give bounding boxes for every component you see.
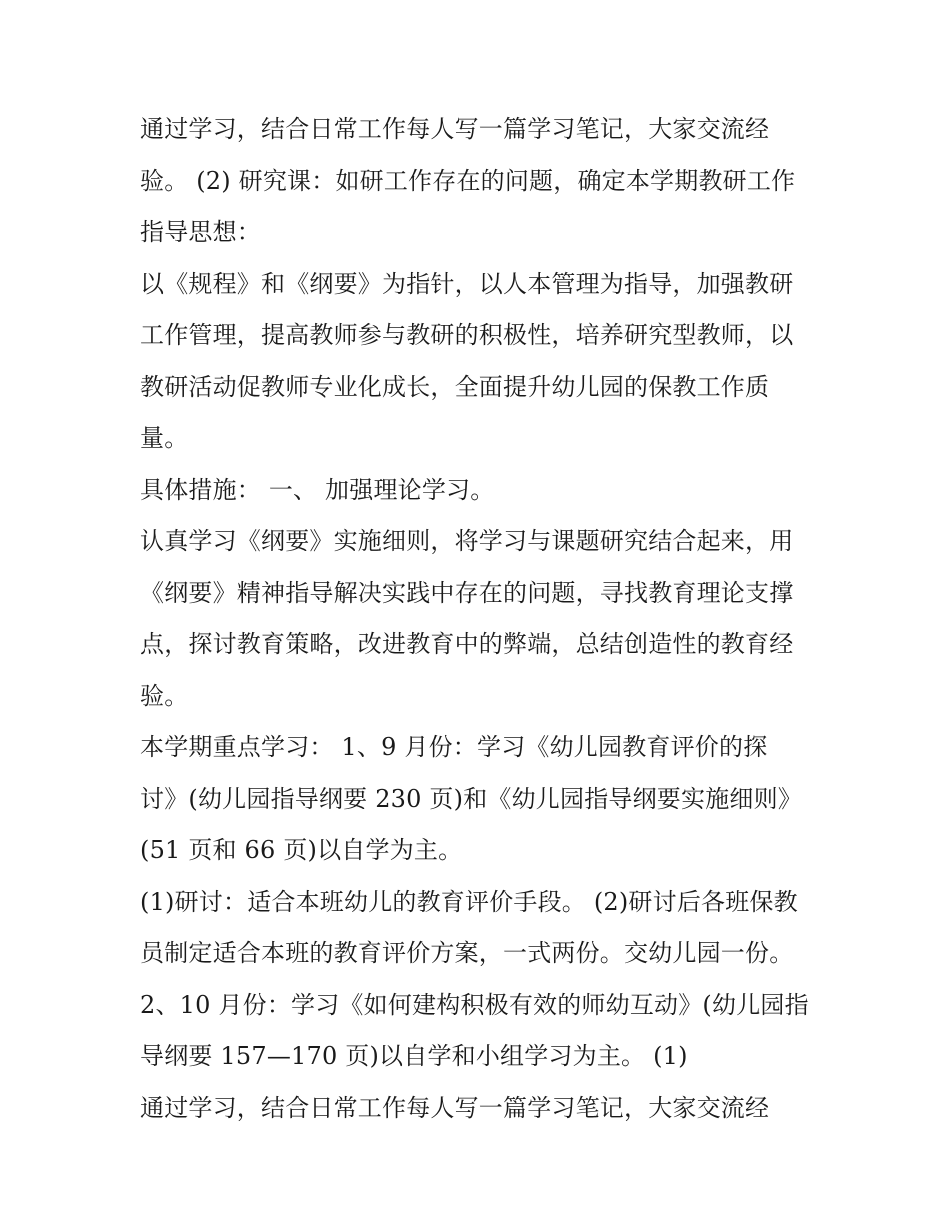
text-line: 讨》(幼儿园指导纲要 230 页)和《幼儿园指导纲要实施细则》 <box>140 784 802 813</box>
text-line: 《纲要》精神指导解决实践中存在的问题，寻找教育理论支撑 <box>140 578 794 607</box>
text-line: 工作管理，提高教师参与教研的积极性，培养研究型教师，以 <box>140 321 794 349</box>
text-line: 教研活动促教师专业化成长，全面提升幼儿园的保教工作质 <box>140 372 770 401</box>
text-line: 具体措施： 一、 加强理论学习。 <box>140 475 495 504</box>
text-line: 验。 <box>140 681 189 710</box>
text-line: 点，探讨教育策略，改进教育中的弊端，总结创造性的教育经 <box>140 630 794 658</box>
text-line: 2、10 月份：学习《如何建构积极有效的师幼互动》(幼儿园指 <box>140 990 809 1019</box>
text-line: (51 页和 66 页)以自学为主。 <box>140 836 463 864</box>
text-line: 通过学习，结合日常工作每人写一篇学习笔记，大家交流经 <box>140 115 770 143</box>
text-line: 员制定适合本班的教育评价方案，一式两份。交幼儿园一份。 <box>140 939 794 967</box>
text-line: 认真学习《纲要》实施细则，将学习与课题研究结合起来，用 <box>140 527 794 555</box>
text-line: 量。 <box>140 424 189 452</box>
text-line: 指导思想： <box>140 218 261 246</box>
text-line: (1)研讨：适合本班幼儿的教育评价手段。 (2)研讨后各班保教 <box>140 887 798 916</box>
text-line: 导纲要 157—170 页)以自学和小组学习为主。 (1) <box>140 1042 688 1070</box>
text-line: 验。 (2) 研究课：如研工作存在的问题，确定本学期教研工作 <box>140 166 796 195</box>
text-line: 本学期重点学习： 1、9 月份：学习《幼儿园教育评价的探 <box>140 733 768 761</box>
document-body <box>140 104 820 1134</box>
text-line: 以《规程》和《纲要》为指针，以人本管理为指导，加强教研 <box>140 269 794 298</box>
text-line: 通过学习，结合日常工作每人写一篇学习笔记，大家交流经 <box>140 1093 770 1122</box>
